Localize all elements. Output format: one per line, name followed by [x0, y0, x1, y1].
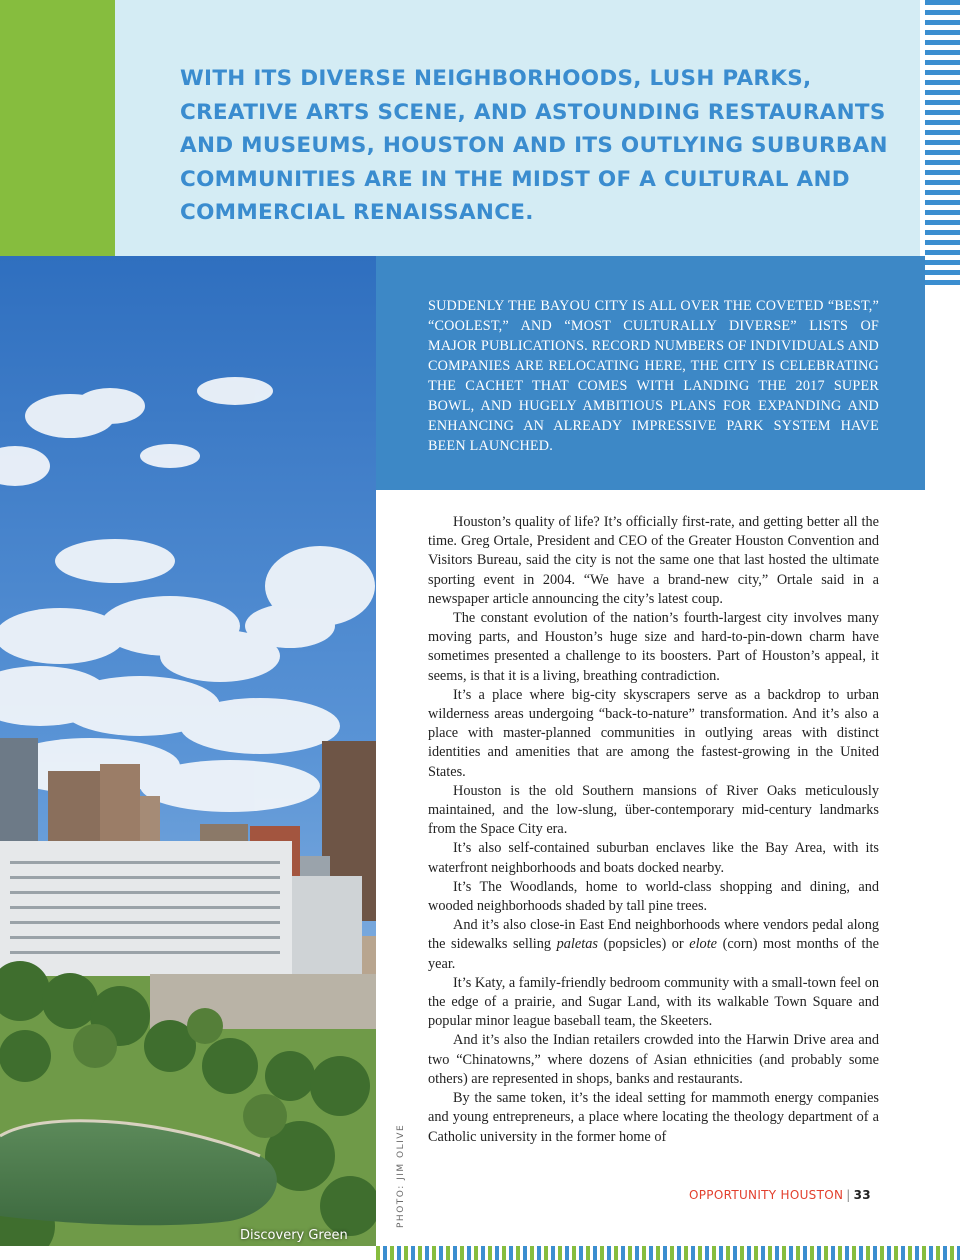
- body-paragraph: It’s The Woodlands, home to world-class shopping and dining, and wooded neighborhoods shaded by tall pine trees.: [428, 878, 879, 915]
- green-accent-bar: [0, 0, 115, 256]
- photo-illustration: [0, 256, 376, 1246]
- body-paragraph: Houston’s quality of life? It’s officially first-rate, and getting better all the time. Greg Ortale, President and CEO of the Greater Houston Convention and Visitors Bureau, said the city is not the same one that last hosted the ultimate sporting event in 2004. “We have a brand-new city,” Ortale said in a newspaper article announcing the city’s latest coup.: [428, 514, 879, 607]
- page-number: 33: [853, 1188, 871, 1202]
- footer-separator: |: [846, 1188, 851, 1202]
- italic-term: elote: [689, 936, 718, 953]
- publication-name: OPPORTUNITY HOUSTON: [689, 1188, 844, 1202]
- bottom-stripe-decoration: [376, 1246, 960, 1260]
- article-body: [428, 513, 879, 1147]
- blue-stripe-decoration: [925, 0, 960, 290]
- body-paragraph: And it’s also the Indian retailers crowded into the Harwin Drive area and two “Chinatowns,” where dozens of Asian ethnicities (and probably some others) are represented in shops, banks and restaurants.: [428, 1032, 879, 1087]
- body-paragraph: It’s Katy, a family-friendly bedroom community with a small-town feel on the edge of a prairie, and Sugar Land, with its walkable Town Square and popular minor league baseball team, the Skeeters.: [428, 974, 879, 1030]
- italic-term: paletas: [556, 936, 598, 953]
- body-paragraph: Houston is the old Southern mansions of River Oaks meticulously maintained, and the low-slung, über-contemporary mid-century landmarks from the Space City era.: [428, 782, 879, 838]
- text-run: And it’s also close-in East End neighborhoods where vendors pedal along the sidewalks selling: [428, 917, 879, 953]
- body-paragraph: The constant evolution of the nation’s fourth-largest city involves many moving parts, and Houston’s huge size and hard-to-pin-down charm have sometimes presented a challenge to its boosters. Part of Houston’s appeal, it seems, is that it is a living, breathing contradiction.: [428, 610, 879, 684]
- text-run: (corn) most months of the year.: [428, 936, 879, 972]
- body-paragraph: It’s a place where big-city skyscrapers serve as a backdrop to urban wilderness areas undergoing “back-to-nature” transformation. And it’s also a place with master-planned communities in outlying areas with distinct identities and amenities that are among the fastest-growing in the United States.: [428, 686, 879, 780]
- photo-caption: Discovery Green: [240, 1228, 348, 1243]
- houston-skyline-photo: [0, 256, 376, 1246]
- body-paragraph: It’s also self-contained suburban enclaves like the Bay Area, with its waterfront neighborhoods and boats docked nearby.: [428, 840, 879, 876]
- intro-paragraph: SUDDENLY THE BAYOU CITY IS ALL OVER THE COVETED “BEST,” “COOLEST,” AND “MOST CULTURALLY DIVERSE” LISTS OF MAJOR PUBLICATIONS. RECORD NUMBERS OF INDIVIDUALS AND COMPANIES ARE RELOCATING HERE, THE CITY IS CELEBRATING THE CACHET THAT COMES WITH LANDING THE 2017 SUPER BOWL, AND HUGELY AMBITIOUS PLANS FOR EXPANDING AND ENHANCING AN ALREADY IMPRESSIVE PARK SYSTEM HAVE BEEN LAUNCHED.: [428, 298, 879, 454]
- body-paragraph: [428, 916, 879, 974]
- photo-credit: PHOTO: JIM OLIVE: [396, 1123, 406, 1228]
- page-footer: [689, 1188, 871, 1202]
- headline: WITH ITS DIVERSE NEIGHBORHOODS, LUSH PARKS, CREATIVE ARTS SCENE, AND ASTOUNDING RESTAURANTS AND MUSEUMS, HOUSTON AND ITS OUTLYING SUBURBAN COMMUNITIES ARE IN THE MIDST OF A CULTURAL AND COMMERCIAL RENAISSANCE.: [180, 66, 888, 225]
- body-paragraph: By the same token, it’s the ideal setting for mammoth energy companies and young entrepreneurs, a place where locating the theology department of a Catholic university in the former home of: [428, 1090, 879, 1145]
- text-run: (popsicles) or: [597, 936, 690, 953]
